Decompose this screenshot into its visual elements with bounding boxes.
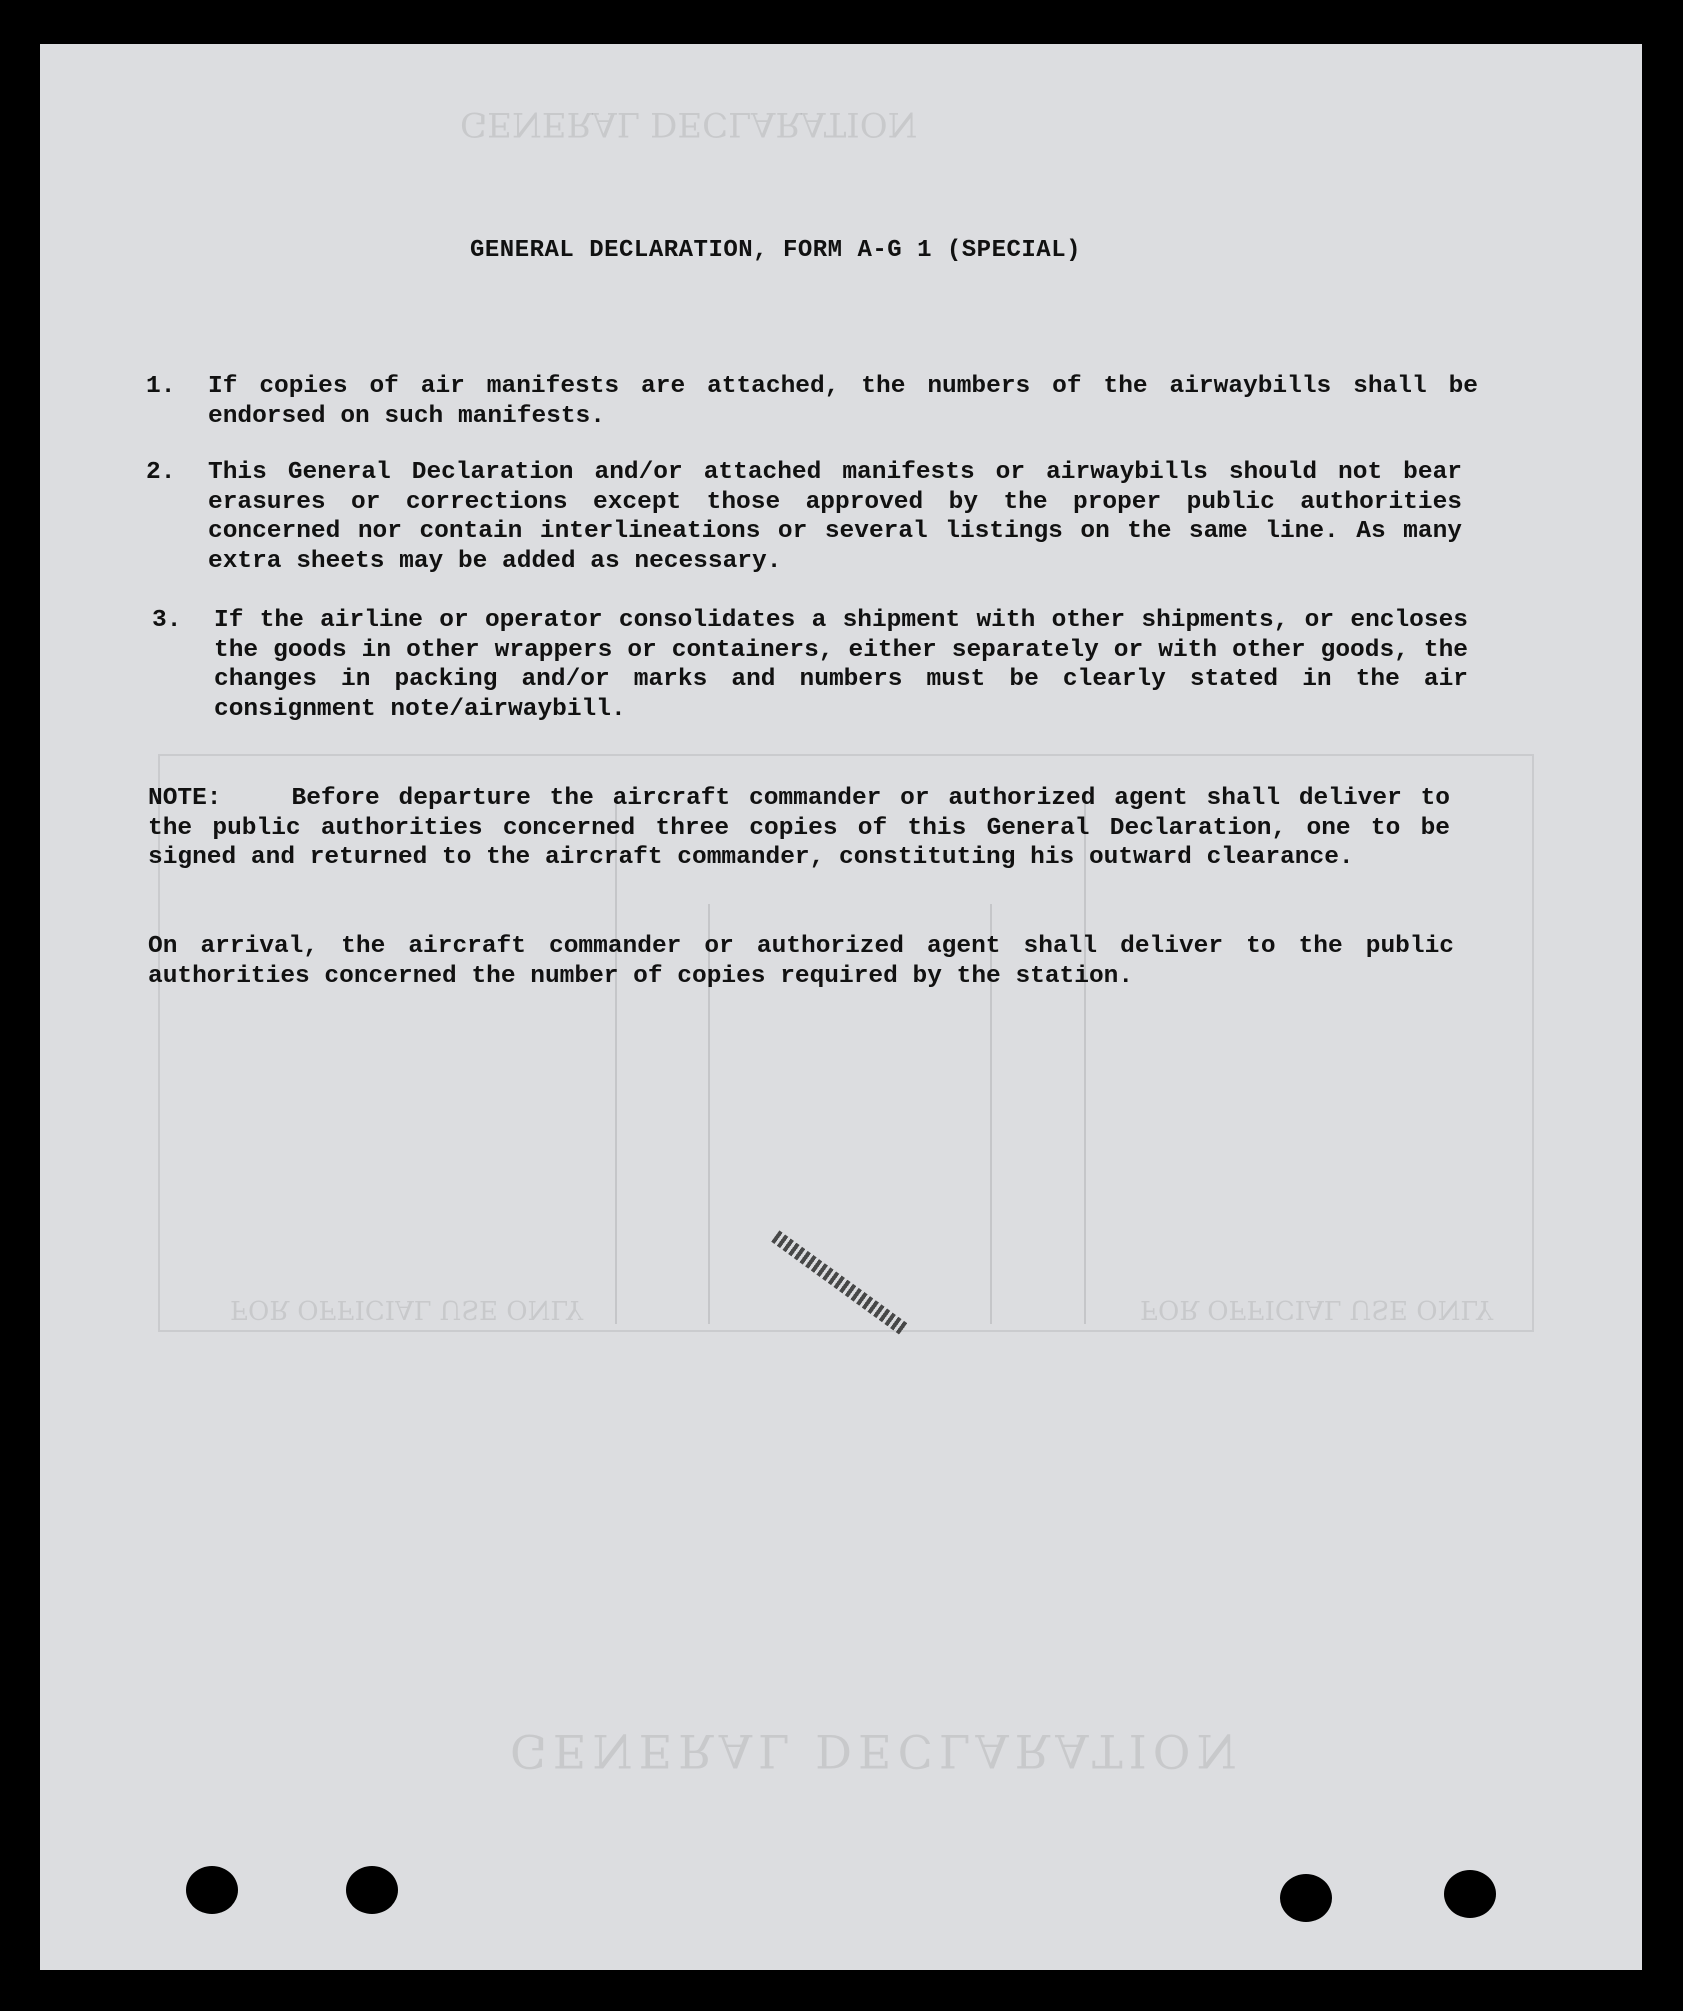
list-text: This General Declaration and/or attached manifests or airwaybills should not bear erasures or corrections except those approved by the proper public authorities concerned nor contain interlineations or several listings on the same line. As many extra sheets may be added as necessary. [208,459,1462,575]
note-paragraph [148,784,1450,873]
list-item-1 [146,372,1478,431]
punch-hole [1280,1874,1332,1922]
bleed-through-text: FOR OFFICIAL USE ONLY [230,1294,584,1324]
bleed-through-text: GENERAL DECLARATION [460,104,918,144]
bleed-through-rule [1084,804,1086,1324]
note-label: NOTE: [148,785,222,812]
punch-hole [1444,1870,1496,1918]
document-page [40,44,1642,1970]
bleed-through-text: FOR OFFICIAL USE ONLY [1140,1294,1494,1324]
arrival-text: On arrival, the aircraft commander or authorized agent shall deliver to the public authorities concerned the number of copies required by the station. [148,933,1454,990]
list-text: If the airline or operator consolidates a shipment with other shipments, or encloses the goods in other wrappers or containers, either separately or with other goods, the changes in packing and/or marks and numbers must be clearly stated in the air consignment note/airwaybill. [214,607,1468,723]
document-title: GENERAL DECLARATION, FORM A-G 1 (SPECIAL) [470,237,1081,264]
punch-hole [346,1866,398,1914]
list-number: 2. [146,459,176,486]
arrival-paragraph [148,932,1454,991]
punch-hole [186,1866,238,1914]
list-item-3 [152,606,1468,724]
bleed-through-rule [615,804,617,1324]
list-text: If copies of air manifests are attached, the numbers of the airwaybills shall be endorsed on such manifests. [208,373,1478,430]
list-number: 1. [146,373,176,400]
list-item-2 [146,458,1462,576]
note-text: Before departure the aircraft commander or authorized agent shall deliver to the public authorities concerned three copies of this General Declaration, one to be signed and returned to the aircraft commander, constituting his outward clearance. [148,785,1450,871]
list-number: 3. [152,607,182,634]
bleed-through-text: GENERAL DECLARATION [510,1724,1243,1778]
